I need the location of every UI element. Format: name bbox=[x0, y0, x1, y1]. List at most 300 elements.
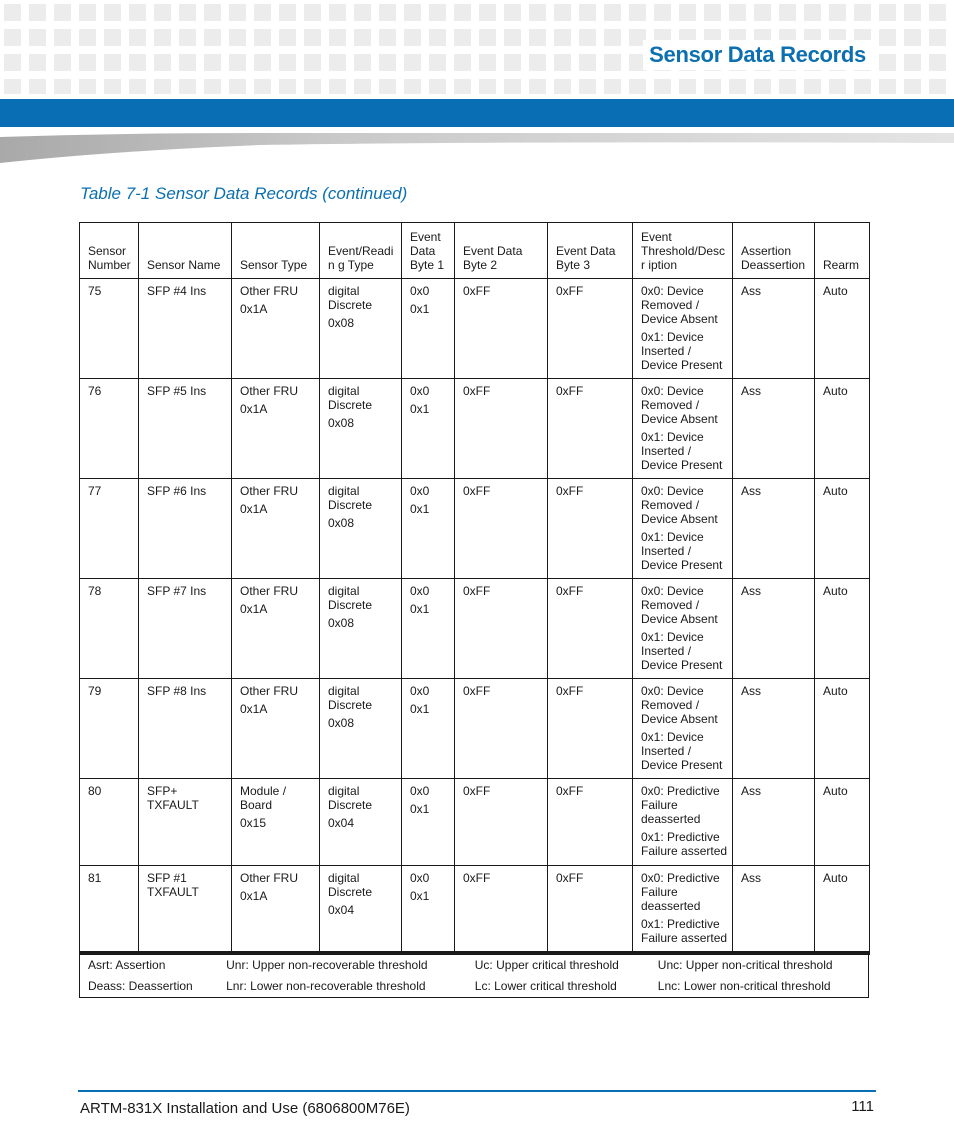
byte2-cell-line: 0xFF bbox=[463, 384, 491, 398]
pattern-square bbox=[429, 4, 446, 21]
rearm-cell bbox=[815, 479, 870, 579]
sensor-type-cell-line: 0x15 bbox=[240, 816, 267, 830]
byte1-cell-line: 0x1 bbox=[410, 402, 430, 416]
pattern-square bbox=[279, 79, 296, 94]
sensor-type-cell-line: Other FRU bbox=[240, 871, 299, 885]
pattern-square bbox=[479, 54, 496, 71]
pattern-square bbox=[654, 4, 671, 21]
sensor-name-cell bbox=[139, 579, 232, 679]
byte3-cell bbox=[548, 579, 633, 679]
assertion-cell bbox=[733, 866, 815, 954]
pattern-square bbox=[479, 4, 496, 21]
pattern-square bbox=[829, 79, 846, 94]
pattern-square bbox=[554, 54, 571, 71]
assertion-cell-line: Ass bbox=[741, 584, 762, 598]
pattern-square bbox=[229, 4, 246, 21]
pattern-square bbox=[279, 29, 296, 46]
sensor-type-cell bbox=[232, 779, 320, 866]
threshold-cell-line: 0x0: Device Removed / Device Absent bbox=[641, 584, 718, 626]
pattern-square bbox=[79, 4, 96, 21]
pattern-square bbox=[579, 79, 596, 94]
byte1-cell-line: 0x1 bbox=[410, 502, 430, 516]
legend-table bbox=[79, 955, 869, 998]
table-row bbox=[80, 479, 870, 579]
pattern-square bbox=[179, 54, 196, 71]
pattern-square bbox=[454, 79, 471, 94]
pattern-square bbox=[329, 79, 346, 94]
sensor-name-cell-line: SFP #4 Ins bbox=[147, 284, 207, 298]
sensor-number-cell bbox=[80, 866, 139, 954]
byte2-cell-line: 0xFF bbox=[463, 784, 491, 798]
byte1-cell-line: 0x1 bbox=[410, 602, 430, 616]
reading-type-cell bbox=[320, 679, 402, 779]
legend-row bbox=[80, 955, 869, 976]
byte1-cell-line: 0x0 bbox=[410, 484, 430, 498]
byte1-cell bbox=[402, 479, 455, 579]
pattern-square bbox=[554, 4, 571, 21]
threshold-cell-line: 0x1: Predictive Failure asserted bbox=[641, 830, 728, 858]
byte3-cell bbox=[548, 479, 633, 579]
byte3-cell-line: 0xFF bbox=[556, 484, 584, 498]
reading-type-cell bbox=[320, 379, 402, 479]
pattern-square bbox=[304, 54, 321, 71]
threshold-cell bbox=[633, 679, 733, 779]
pattern-square bbox=[329, 4, 346, 21]
sensor-name-cell bbox=[139, 866, 232, 954]
threshold-cell-line: 0x1: Predictive Failure asserted bbox=[641, 917, 728, 945]
pattern-square bbox=[929, 79, 946, 94]
sensor-name-cell bbox=[139, 679, 232, 779]
byte1-cell-line: 0x1 bbox=[410, 702, 430, 716]
reading-type-cell-line: 0x08 bbox=[328, 316, 355, 330]
byte3-cell-line: 0xFF bbox=[556, 784, 584, 798]
table-row bbox=[80, 679, 870, 779]
byte1-cell bbox=[402, 379, 455, 479]
pattern-square bbox=[704, 4, 721, 21]
sensor-number-cell bbox=[80, 379, 139, 479]
pattern-square bbox=[379, 29, 396, 46]
pattern-square bbox=[204, 79, 221, 94]
byte2-cell-line: 0xFF bbox=[463, 584, 491, 598]
assertion-cell-line: Ass bbox=[741, 684, 762, 698]
sensor-number-cell bbox=[80, 579, 139, 679]
pattern-square bbox=[579, 29, 596, 46]
pattern-square bbox=[504, 54, 521, 71]
pattern-square bbox=[204, 54, 221, 71]
pattern-square bbox=[554, 79, 571, 94]
pattern-square bbox=[579, 54, 596, 71]
sensor-number-cell-line: 78 bbox=[88, 584, 102, 598]
sensor-type-cell-line: 0x1A bbox=[240, 602, 268, 616]
byte1-cell-line: 0x0 bbox=[410, 784, 430, 798]
pattern-square bbox=[54, 79, 71, 94]
sensor-name-cell-line: SFP #6 Ins bbox=[147, 484, 207, 498]
sensor-number-cell-line: 75 bbox=[88, 284, 102, 298]
pattern-square bbox=[404, 79, 421, 94]
rearm-cell-line: Auto bbox=[823, 684, 848, 698]
sensor-type-cell bbox=[232, 679, 320, 779]
byte3-cell-line: 0xFF bbox=[556, 384, 584, 398]
pattern-square bbox=[754, 79, 771, 94]
pattern-square bbox=[204, 4, 221, 21]
pattern-square bbox=[529, 54, 546, 71]
sensor-name-cell-line: SFP+ TXFAULT bbox=[147, 784, 199, 812]
sensor-name-cell bbox=[139, 779, 232, 866]
rearm-cell bbox=[815, 279, 870, 379]
pattern-square bbox=[4, 29, 21, 46]
rearm-cell-line: Auto bbox=[823, 784, 848, 798]
threshold-cell-line: 0x1: Device Inserted / Device Present bbox=[641, 430, 723, 472]
pattern-square bbox=[154, 29, 171, 46]
pattern-square bbox=[729, 4, 746, 21]
pattern-square bbox=[404, 4, 421, 21]
pattern-square bbox=[229, 54, 246, 71]
pattern-square bbox=[454, 54, 471, 71]
byte3-cell-line: 0xFF bbox=[556, 284, 584, 298]
byte1-cell-line: 0x0 bbox=[410, 284, 430, 298]
byte2-cell-line: 0xFF bbox=[463, 871, 491, 885]
pattern-square bbox=[404, 54, 421, 71]
legend-row bbox=[80, 976, 869, 998]
sensor-name-cell bbox=[139, 479, 232, 579]
sensor-number-cell-line: 77 bbox=[88, 484, 102, 498]
pattern-square bbox=[454, 4, 471, 21]
byte2-cell bbox=[455, 779, 548, 866]
pattern-square bbox=[179, 4, 196, 21]
assertion-cell-line: Ass bbox=[741, 871, 762, 885]
header-gray-swoosh bbox=[0, 129, 954, 163]
pattern-square bbox=[904, 79, 921, 94]
pattern-square bbox=[254, 79, 271, 94]
byte2-cell bbox=[455, 679, 548, 779]
byte3-cell bbox=[548, 866, 633, 954]
pattern-square bbox=[504, 4, 521, 21]
sensor-number-cell bbox=[80, 779, 139, 866]
reading-type-cell bbox=[320, 479, 402, 579]
byte2-cell bbox=[455, 579, 548, 679]
assertion-cell bbox=[733, 679, 815, 779]
pattern-square bbox=[29, 29, 46, 46]
pattern-square bbox=[479, 79, 496, 94]
byte1-cell-line: 0x0 bbox=[410, 871, 430, 885]
threshold-cell-line: 0x0: Device Removed / Device Absent bbox=[641, 684, 718, 726]
assertion-cell bbox=[733, 779, 815, 866]
byte1-cell bbox=[402, 679, 455, 779]
pattern-square bbox=[529, 4, 546, 21]
pattern-square bbox=[79, 54, 96, 71]
reading-type-cell bbox=[320, 579, 402, 679]
pattern-square bbox=[29, 79, 46, 94]
pattern-row bbox=[4, 4, 954, 21]
threshold-cell-line: 0x0: Predictive Failure deasserted bbox=[641, 784, 720, 826]
sensor-type-cell-line: Module / Board bbox=[240, 784, 287, 812]
pattern-square bbox=[554, 29, 571, 46]
pattern-square bbox=[604, 79, 621, 94]
pattern-square bbox=[879, 79, 896, 94]
pattern-square bbox=[379, 4, 396, 21]
pattern-square bbox=[304, 29, 321, 46]
pattern-square bbox=[854, 4, 871, 21]
pattern-square bbox=[29, 54, 46, 71]
pattern-square bbox=[429, 79, 446, 94]
pattern-square bbox=[629, 4, 646, 21]
sensor-type-cell-line: 0x1A bbox=[240, 889, 268, 903]
pattern-square bbox=[804, 4, 821, 21]
pattern-square bbox=[879, 4, 896, 21]
pattern-square bbox=[929, 4, 946, 21]
threshold-cell bbox=[633, 279, 733, 379]
sensor-number-cell bbox=[80, 679, 139, 779]
rearm-cell bbox=[815, 379, 870, 479]
pattern-square bbox=[354, 79, 371, 94]
threshold-cell-line: 0x1: Device Inserted / Device Present bbox=[641, 630, 723, 672]
assertion-cell-line: Ass bbox=[741, 484, 762, 498]
pattern-square bbox=[354, 4, 371, 21]
pattern-square bbox=[254, 54, 271, 71]
sensor-type-cell-line: 0x1A bbox=[240, 502, 268, 516]
pattern-square bbox=[779, 4, 796, 21]
threshold-cell-line: 0x0: Device Removed / Device Absent bbox=[641, 284, 718, 326]
threshold-cell bbox=[633, 379, 733, 479]
sensor-type-cell bbox=[232, 479, 320, 579]
sensor-name-cell-line: SFP #5 Ins bbox=[147, 384, 207, 398]
byte1-cell-line: 0x0 bbox=[410, 584, 430, 598]
byte2-cell bbox=[455, 279, 548, 379]
pattern-square bbox=[229, 29, 246, 46]
sensor-number-cell-line: 80 bbox=[88, 784, 102, 798]
pattern-square bbox=[4, 4, 21, 21]
sensor-number-cell-line: 76 bbox=[88, 384, 102, 398]
threshold-cell-line: 0x1: Device Inserted / Device Present bbox=[641, 330, 723, 372]
byte1-cell bbox=[402, 779, 455, 866]
sensor-type-cell-line: Other FRU bbox=[240, 684, 299, 698]
pattern-square bbox=[79, 79, 96, 94]
rearm-cell bbox=[815, 779, 870, 866]
pattern-square bbox=[129, 4, 146, 21]
threshold-cell-line: 0x0: Predictive Failure deasserted bbox=[641, 871, 720, 913]
table-row bbox=[80, 579, 870, 679]
sensor-type-cell-line: Other FRU bbox=[240, 384, 299, 398]
reading-type-cell-line: 0x08 bbox=[328, 616, 355, 630]
pattern-square bbox=[129, 79, 146, 94]
sensor-number-cell-line: 81 bbox=[88, 871, 102, 885]
byte3-cell bbox=[548, 779, 633, 866]
reading-type-cell-line: 0x08 bbox=[328, 516, 355, 530]
pattern-square bbox=[104, 54, 121, 71]
pattern-square bbox=[104, 79, 121, 94]
pattern-square bbox=[929, 54, 946, 71]
byte1-cell bbox=[402, 579, 455, 679]
pattern-square bbox=[79, 29, 96, 46]
pattern-square bbox=[379, 54, 396, 71]
pattern-square bbox=[304, 79, 321, 94]
pattern-square bbox=[529, 79, 546, 94]
col-sensor-type: Sensor Type bbox=[232, 223, 320, 279]
pattern-square bbox=[904, 54, 921, 71]
reading-type-cell-line: digital Discrete bbox=[328, 871, 373, 899]
rearm-cell bbox=[815, 866, 870, 954]
byte1-cell bbox=[402, 279, 455, 379]
pattern-square bbox=[279, 4, 296, 21]
pattern-square bbox=[179, 29, 196, 46]
pattern-square bbox=[829, 4, 846, 21]
byte1-cell bbox=[402, 866, 455, 954]
pattern-square bbox=[104, 4, 121, 21]
page-title: Sensor Data Records bbox=[643, 40, 872, 70]
pattern-square bbox=[904, 4, 921, 21]
reading-type-cell-line: 0x04 bbox=[328, 816, 355, 830]
footer-doc-title: ARTM-831X Installation and Use (6806800M76E) bbox=[80, 1100, 410, 1117]
pattern-square bbox=[754, 4, 771, 21]
pattern-square bbox=[404, 29, 421, 46]
pattern-square bbox=[154, 54, 171, 71]
sensor-number-cell bbox=[80, 479, 139, 579]
threshold-cell-line: 0x1: Device Inserted / Device Present bbox=[641, 730, 723, 772]
pattern-square bbox=[579, 4, 596, 21]
pattern-square bbox=[529, 29, 546, 46]
rearm-cell-line: Auto bbox=[823, 584, 848, 598]
sensor-type-cell-line: Other FRU bbox=[240, 284, 299, 298]
sensor-number-cell bbox=[80, 279, 139, 379]
legend-cell: Unc: Upper non-critical threshold bbox=[657, 958, 833, 972]
byte3-cell-line: 0xFF bbox=[556, 871, 584, 885]
pattern-square bbox=[329, 29, 346, 46]
pattern-square bbox=[104, 29, 121, 46]
sensor-type-cell bbox=[232, 866, 320, 954]
rearm-cell bbox=[815, 579, 870, 679]
pattern-square bbox=[354, 54, 371, 71]
pattern-square bbox=[154, 79, 171, 94]
byte3-cell-line: 0xFF bbox=[556, 684, 584, 698]
threshold-cell bbox=[633, 866, 733, 954]
page-number: 111 bbox=[851, 1098, 874, 1115]
pattern-square bbox=[679, 79, 696, 94]
footer-rule bbox=[78, 1090, 876, 1092]
sensor-type-cell-line: 0x1A bbox=[240, 702, 268, 716]
reading-type-cell-line: 0x08 bbox=[328, 716, 355, 730]
pattern-square bbox=[254, 29, 271, 46]
pattern-square bbox=[304, 4, 321, 21]
pattern-square bbox=[54, 4, 71, 21]
pattern-square bbox=[729, 79, 746, 94]
assertion-cell-line: Ass bbox=[741, 784, 762, 798]
assertion-cell-line: Ass bbox=[741, 384, 762, 398]
rearm-cell-line: Auto bbox=[823, 484, 848, 498]
sensor-name-cell bbox=[139, 279, 232, 379]
reading-type-cell-line: digital Discrete bbox=[328, 284, 373, 312]
reading-type-cell-line: 0x08 bbox=[328, 416, 355, 430]
sensor-data-table bbox=[79, 222, 870, 955]
header-blue-bar bbox=[0, 99, 954, 127]
pattern-square bbox=[329, 54, 346, 71]
reading-type-cell-line: digital Discrete bbox=[328, 484, 373, 512]
byte1-cell-line: 0x1 bbox=[410, 302, 430, 316]
byte2-cell bbox=[455, 866, 548, 954]
reading-type-cell-line: digital Discrete bbox=[328, 784, 373, 812]
sensor-type-cell bbox=[232, 379, 320, 479]
table-row bbox=[80, 279, 870, 379]
sensor-type-cell-line: 0x1A bbox=[240, 302, 268, 316]
assertion-cell bbox=[733, 279, 815, 379]
table-row bbox=[80, 866, 870, 954]
byte1-cell-line: 0x0 bbox=[410, 384, 430, 398]
reading-type-cell-line: digital Discrete bbox=[328, 684, 373, 712]
rearm-cell bbox=[815, 679, 870, 779]
pattern-square bbox=[379, 79, 396, 94]
sensor-type-cell-line: Other FRU bbox=[240, 584, 299, 598]
sensor-name-cell-line: SFP #7 Ins bbox=[147, 584, 207, 598]
assertion-cell bbox=[733, 579, 815, 679]
pattern-square bbox=[604, 29, 621, 46]
pattern-square bbox=[129, 54, 146, 71]
pattern-square bbox=[204, 29, 221, 46]
col-byte-3: Event Data Byte 3 bbox=[548, 223, 633, 279]
pattern-square bbox=[54, 54, 71, 71]
rearm-cell-line: Auto bbox=[823, 384, 848, 398]
table-row bbox=[80, 379, 870, 479]
sensor-type-cell-line: 0x1A bbox=[240, 402, 268, 416]
pattern-square bbox=[854, 79, 871, 94]
pattern-square bbox=[429, 54, 446, 71]
pattern-square bbox=[229, 79, 246, 94]
pattern-square bbox=[54, 29, 71, 46]
pattern-square bbox=[254, 4, 271, 21]
byte2-cell-line: 0xFF bbox=[463, 484, 491, 498]
sensor-type-cell-line: Other FRU bbox=[240, 484, 299, 498]
sensor-name-cell bbox=[139, 379, 232, 479]
col-sensor-number: Sensor Number bbox=[80, 223, 139, 279]
reading-type-cell bbox=[320, 279, 402, 379]
pattern-square bbox=[604, 54, 621, 71]
reading-type-cell bbox=[320, 866, 402, 954]
pattern-square bbox=[904, 29, 921, 46]
legend-cell: Lc: Lower critical threshold bbox=[474, 979, 617, 993]
sensor-type-cell bbox=[232, 279, 320, 379]
col-reading-type: Event/Readin g Type bbox=[320, 223, 402, 279]
col-sensor-name: Sensor Name bbox=[139, 223, 232, 279]
pattern-square bbox=[354, 29, 371, 46]
byte2-cell bbox=[455, 379, 548, 479]
pattern-square bbox=[279, 54, 296, 71]
rearm-cell-line: Auto bbox=[823, 284, 848, 298]
reading-type-cell bbox=[320, 779, 402, 866]
byte3-cell bbox=[548, 279, 633, 379]
pattern-square bbox=[4, 54, 21, 71]
pattern-square bbox=[679, 4, 696, 21]
rearm-cell-line: Auto bbox=[823, 871, 848, 885]
byte2-cell bbox=[455, 479, 548, 579]
pattern-square bbox=[154, 4, 171, 21]
pattern-square bbox=[504, 29, 521, 46]
pattern-square bbox=[504, 79, 521, 94]
assertion-cell bbox=[733, 479, 815, 579]
legend-cell: Asrt: Assertion bbox=[88, 958, 166, 972]
pattern-square bbox=[704, 79, 721, 94]
reading-type-cell-line: digital Discrete bbox=[328, 384, 373, 412]
pattern-square bbox=[629, 79, 646, 94]
legend-cell: Unr: Upper non-recoverable threshold bbox=[226, 958, 428, 972]
threshold-cell-line: 0x0: Device Removed / Device Absent bbox=[641, 484, 718, 526]
legend-cell: Deass: Deassertion bbox=[88, 979, 193, 993]
legend-cell: Lnc: Lower non-critical threshold bbox=[657, 979, 831, 993]
pattern-square bbox=[29, 4, 46, 21]
byte1-cell-line: 0x0 bbox=[410, 684, 430, 698]
col-rearm: Rearm bbox=[815, 223, 870, 279]
pattern-square bbox=[4, 79, 21, 94]
col-byte-1: Event Data Byte 1 bbox=[402, 223, 455, 279]
table-caption: Table 7-1 Sensor Data Records (continued) bbox=[80, 184, 408, 203]
pattern-square bbox=[479, 29, 496, 46]
